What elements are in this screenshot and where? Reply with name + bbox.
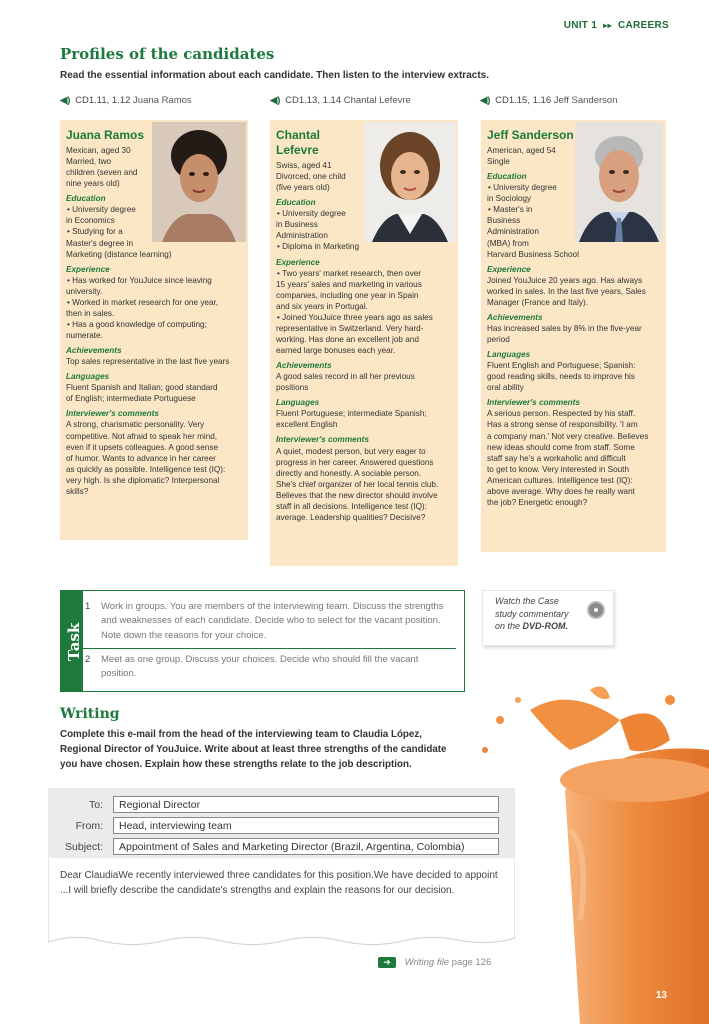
text-line: of English; intermediate Portuguese <box>66 394 196 404</box>
experience-list <box>276 268 452 357</box>
languages-text <box>487 360 660 393</box>
track-name: Juana Ramos <box>133 95 192 106</box>
text-line: Fluent Spanish and Italian; good standard <box>66 383 218 393</box>
languages-text <box>276 408 452 430</box>
text-line: worked in sales. In the last five years, Sales <box>487 286 646 296</box>
text-line: oral ability <box>487 383 524 393</box>
text-line: to get to know. Very interested in South <box>487 464 630 474</box>
writing-file-reference[interactable] <box>378 957 491 968</box>
audio-track-chantal[interactable] <box>270 95 411 106</box>
text-line: period <box>487 335 510 344</box>
text-line: A strong, charismatic personality. Very <box>66 420 205 430</box>
section-heading: Languages <box>66 372 110 382</box>
dvd-line: on the DVD-ROM. <box>495 621 569 632</box>
email-body[interactable] <box>60 868 510 898</box>
email-subject-row <box>48 838 515 856</box>
arrow-right-icon: ➜ <box>378 957 396 968</box>
text-line: We recently interviewed three candidates for this position. <box>118 870 374 881</box>
from-field[interactable]: Head, interviewing team <box>113 817 499 834</box>
text-line: • Diploma in Marketing <box>277 242 360 252</box>
text-line: excellent English <box>276 420 338 430</box>
dvd-disc-icon <box>587 601 605 619</box>
text-line: representative in Switzerland. Very hard- <box>276 323 424 333</box>
speaker-icon: ◀) <box>270 95 281 106</box>
text-line: A quiet, modest person, but very eager to <box>276 446 426 456</box>
text-line: • University degree <box>277 209 346 219</box>
task-box <box>60 590 465 692</box>
text-line: She's chief organizer of her local tennis club. <box>276 479 439 489</box>
subject-field[interactable]: Appointment of Sales and Marketing Director (Brazil, Argentina, Colombia) <box>113 838 499 855</box>
text-line: Joined YouJuice 20 years ago. Has always <box>487 275 643 285</box>
text-line: Marketing (distance learning) <box>66 249 172 259</box>
text-line: university. <box>66 286 103 296</box>
section-heading: Experience <box>487 264 531 274</box>
text-line: A serious person. Respected by his staff. <box>487 409 636 419</box>
candidate-name: Juana Ramos <box>66 128 145 142</box>
experience-list <box>66 275 242 341</box>
writing-title: Writing <box>60 706 120 722</box>
text-line: skills? <box>66 486 89 496</box>
section-heading: Achievements <box>276 361 332 371</box>
text-line: very high. Is she diplomatic? Interpersonal <box>66 475 220 485</box>
text-line: numerate. <box>66 331 103 340</box>
section-heading: Achievements <box>487 312 543 322</box>
text-line: • University degree <box>488 183 557 193</box>
writing-file-label: Writing file <box>404 957 449 969</box>
text-line: Manager (France and Italy). <box>487 297 589 307</box>
text-line: Fluent Portuguese; intermediate Spanish; <box>276 409 427 419</box>
text-line: then in sales. <box>66 308 115 318</box>
track-name: Jeff Sanderson <box>553 95 618 106</box>
text-line: directly and honestly. A sociable person. <box>276 468 422 478</box>
section-label: CAREERS <box>618 20 669 31</box>
email-from-row <box>48 817 515 835</box>
text-line: 15 years' sales and marketing in various <box>276 279 422 289</box>
text-line: • Two years' market research, then over <box>277 268 421 278</box>
to-label: To: <box>88 799 103 811</box>
text-line: in Economics <box>66 216 115 226</box>
unit-header <box>564 20 669 31</box>
email-to-row <box>48 796 515 814</box>
double-arrow-icon: ▸▸ <box>603 21 612 30</box>
from-label: From: <box>75 820 103 832</box>
subject-label: Subject: <box>65 841 103 853</box>
text-line: in Sociology <box>487 194 532 204</box>
text-line: as quickly as possible. Intelligence test (IQ): <box>66 464 226 474</box>
task-item-1 <box>85 600 451 643</box>
text-line: We have decided to appoint ... <box>60 870 498 896</box>
text-line: positions <box>276 383 309 393</box>
text-line: Believes that the new director should involve <box>276 490 438 500</box>
achievements-text <box>487 323 660 345</box>
task-divider <box>83 648 456 649</box>
track-number: CD1.11, 1.12 <box>75 95 131 106</box>
candidate-name: Chantal Lefevre <box>276 128 321 157</box>
text-line: a company man.' Not very creative. Believes <box>487 431 649 441</box>
text-line: Married, two <box>66 157 112 167</box>
text-line: new ideas should come from staff. Some <box>487 442 635 452</box>
text-line: nine years old) <box>66 179 120 189</box>
speaker-icon: ◀) <box>60 95 71 106</box>
text-line: I will briefly describe the candidate's strengths and explain the reasons for our decision. <box>68 885 455 896</box>
text-line: Swiss, aged 41 <box>276 161 332 170</box>
track-number: CD1.13, 1.14 <box>285 95 342 106</box>
text-line: of humor. Wants to advance in her career <box>66 453 216 463</box>
text-line: Has increased sales by 8% in the five-year <box>487 323 642 333</box>
task-text: Meet as one group. Discuss your choices. Decide who should fill the vacant position. <box>101 654 419 680</box>
text-line: average. Leadership qualities? Decisive? <box>276 512 426 522</box>
unit-label: UNIT 1 <box>563 20 598 31</box>
page-number: 13 <box>655 990 667 1001</box>
text-line: earned large bonuses each year. <box>276 346 396 355</box>
intro-text: Read the essential information about each candidate. Then listen to the interview extracts. <box>60 70 489 81</box>
dvd-line: Watch the Case <box>495 596 559 606</box>
section-heading: Education <box>487 172 527 182</box>
text-line: the job? Energetic enough? <box>487 497 588 507</box>
candidate-photo-jeff <box>575 122 663 242</box>
text-line: good reading skills, needs to improve his <box>487 372 635 382</box>
task-number: 1 <box>85 601 91 612</box>
text-line: • Joined YouJuice three years ago as sales <box>277 312 433 322</box>
text-line: Has a strong sense of responsibility. 'I am <box>487 420 638 430</box>
text-line: American cultures. Intelligence test (IQ): <box>487 475 633 485</box>
speaker-icon: ◀) <box>480 95 491 106</box>
section-heading: Interviewer's comments <box>276 435 369 445</box>
comments-text <box>487 408 660 508</box>
languages-text <box>66 382 242 404</box>
task-number: 2 <box>85 654 91 665</box>
text-line: Divorced, one child <box>276 172 346 182</box>
text-line: even if it upsets colleagues. A good sense <box>66 442 219 452</box>
text-line: Fluent English and Portuguese; Spanish: <box>487 361 636 371</box>
section-heading: Languages <box>487 350 531 360</box>
section-heading: Experience <box>276 257 320 267</box>
text-line: Administration <box>276 231 328 241</box>
text-line: Master's degree in <box>66 238 134 248</box>
text-line: Administration <box>487 227 539 237</box>
text-line: • Studying for a <box>67 227 123 237</box>
audio-track-jeff[interactable] <box>480 95 617 106</box>
dvd-note <box>482 590 614 646</box>
candidate-photo-chantal <box>364 122 456 242</box>
task-label: Task <box>65 622 83 661</box>
achievements-text: Top sales representative in the last five years <box>66 357 230 367</box>
text-line: above average. Why does he really want <box>487 486 635 496</box>
text-line: staff say he's a workaholic and difficult <box>487 453 626 463</box>
text-line: and six years in Portugal. <box>276 301 368 311</box>
text-line: Single <box>487 157 510 167</box>
dvd-line: study commentary <box>495 608 569 619</box>
section-heading: Experience <box>66 264 110 274</box>
section-heading: Education <box>276 198 316 208</box>
text-line: • Master's in <box>488 205 533 215</box>
writing-file-page: page 126 <box>451 957 492 969</box>
section-heading: Education <box>66 194 106 204</box>
section-heading: Interviewer's comments <box>487 398 580 408</box>
text-line: Harvard Business School <box>487 249 579 259</box>
text-line: • Has a good knowledge of computing; <box>67 319 207 329</box>
audio-track-juana[interactable] <box>60 95 192 106</box>
section-heading: Languages <box>276 398 320 408</box>
text-line: American, aged 54 <box>487 146 556 155</box>
text-line: A good sales record in all her previous <box>276 372 415 382</box>
comments-text <box>276 446 452 523</box>
candidate-photo-juana <box>152 122 246 242</box>
text-line: Mexican, aged 30 <box>66 146 131 155</box>
text-line: competitive. Not afraid to speak her mind, <box>66 431 218 441</box>
comments-text <box>66 419 242 496</box>
candidate-name: Jeff Sanderson <box>487 128 574 142</box>
track-number: CD1.15, 1.16 <box>495 95 552 106</box>
text-line: progress in her career. Answered questions <box>276 457 434 467</box>
achievements-text <box>276 371 452 393</box>
text-line: Dear Claudia <box>60 870 119 881</box>
text-line: working. Has done an excellent job and <box>276 334 419 344</box>
section-heading: Interviewer's comments <box>66 409 159 419</box>
text-line: staff in all decisions. Intelligence test (IQ): <box>276 501 427 511</box>
to-field[interactable]: Regional Director <box>113 796 499 813</box>
text-line: • Worked in market research for one year, <box>67 297 219 307</box>
writing-intro: Complete this e-mail from the head of the interviewing team to Claudia López, Regional Director of YouJuice. Write about at least three strengths of the candidate you have chosen. Explain how these strengths relate to the job description. <box>60 729 447 771</box>
text-line: children (seven and <box>66 168 138 178</box>
text-line: • Has worked for YouJuice since leaving <box>67 275 212 285</box>
experience-list <box>487 275 660 308</box>
text-line: in Business <box>276 220 318 230</box>
task-text: Work in groups. You are members of the interviewing team. Discuss the strengths and weaknesses of each candidate. Decide who to select for the vacant position. Note down the reasons for your choice. <box>101 601 444 641</box>
task-item-2 <box>85 653 451 682</box>
page-title: Profiles of the candidates <box>60 45 275 63</box>
text-line: (MBA) from <box>487 238 529 248</box>
text-line: (five years old) <box>276 183 330 193</box>
text-line: companies, including one year in Spain <box>276 290 419 300</box>
track-name: Chantal Lefevre <box>343 95 411 106</box>
email-template <box>48 788 515 946</box>
text-line: Business <box>487 216 521 226</box>
task-tab <box>61 591 83 691</box>
text-line: • University degree <box>67 205 136 215</box>
section-heading: Achievements <box>66 346 122 356</box>
